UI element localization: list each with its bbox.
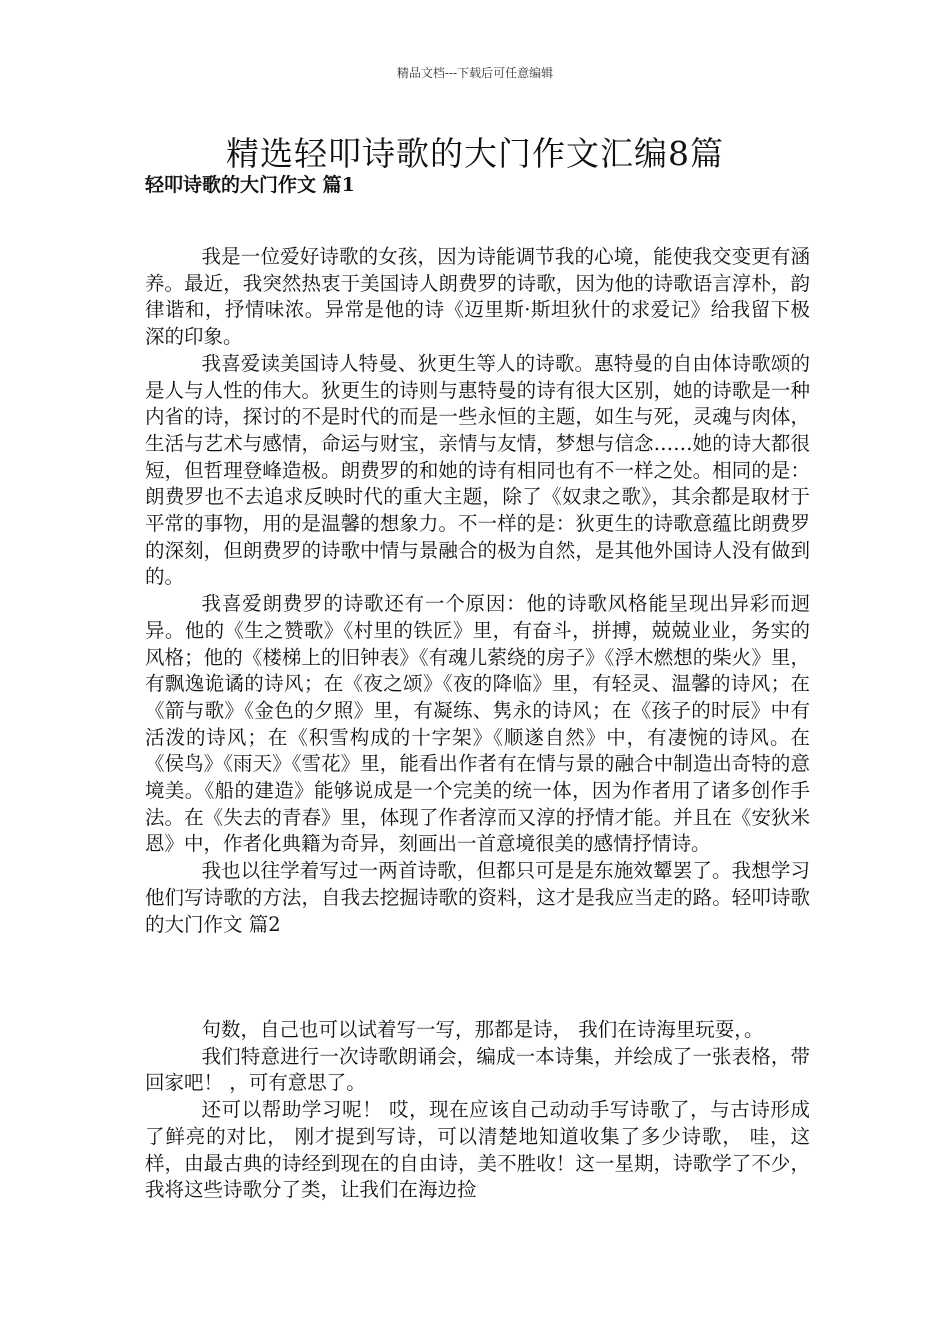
paragraph: 句数，自己也可以试着写一写，那都是诗， 我们在诗海里玩耍，。 [201,1018,764,1041]
paragraph: 我是一位爱好诗歌的女孩，因为诗能调节我的心境，能使我交变更有涵养。最近，我突然热衷于美国诗人朗费罗的诗歌，因为他的诗歌语言淳朴，韵律谐和，抒情味浓。异常是他的诗《迈里斯·斯坦狄什的求爱记》给我留下极深的印象。 [145,245,810,349]
section-1-body [145,244,810,938]
paragraph: 我喜爱读美国诗人特曼、狄更生等人的诗歌。惠特曼的自由体诗歌颂的是人与人性的伟大。狄更生的诗则与惠特曼的诗有很大区别，她的诗歌是一种内省的诗，探讨的不是时代的而是一些永恒的主题，如生与死，灵魂与肉体，生活与艺术与感情，命运与财宝，亲情与友情，梦想与信念……她的诗大都很短，但哲理登峰造极。朗费罗的和她的诗有相同也有不一样之处。相同的是：朗费罗也不去追求反映时代的重大主题，除了《奴隶之歌》，其余都是取材于平常的事物，用的是温馨的想象力。不一样的是：狄更生的诗歌意蕴比朗费罗的深刻，但朗费罗的诗歌中情与景融合的极为自然，是其他外国诗人没有做到的。 [145,351,810,589]
document-title: 精选轻叩诗歌的大门作文汇编8篇 [226,134,724,173]
paragraph: 我喜爱朗费罗的诗歌还有一个原因：他的诗歌风格能呈现出异彩而迥异。他的《生之赞歌》《村里的铁匠》里，有奋斗，拼搏，兢兢业业，务实的风格；他的《楼梯上的旧钟表》《有魂儿萦绕的房子》《浮木燃想的柴火》里，有飘逸诡谲的诗风；在《夜之颂》《夜的降临》里，有轻灵、温馨的诗风；在《箭与歌》《金色的夕照》里，有凝练、隽永的诗风；在《孩子的时辰》中有活泼的诗风；在《积雪构成的十字架》《顺遂自然》中，有凄惋的诗风。在《侯鸟》《雨天》《雪花》里，能看出作者有在情与景的融合中制造出奇特的意境美。《船的建造》能够说成是一个完美的统一体，因为作者用了诸多创作手法。在《失去的青春》里，体现了作者淳而又淳的抒情才能。并且在《安狄米恩》中，作者化典籍为奇异，刻画出一首意境很美的感情抒情诗。 [145,592,810,856]
paragraph: 还可以帮助学习呢！ 哎，现在应该自己动动手写诗歌了，与古诗形成了鲜亮的对比， 刚才提到写诗，可以清楚地知道收集了多少诗歌， 哇，这样，由最古典的诗经到现在的自由诗，美不胜收！这一星期，诗歌学了不少，我将这些诗歌分了类，让我们在海边捡 [145,1098,810,1202]
page-header: 精品文档---下载后可任意编辑 [396,66,554,80]
paragraph: 我们特意进行一次诗歌朗诵会，编成一本诗集，并绘成了一张表格，带回家吧！ ，可有意思了。 [145,1044,810,1095]
section-heading: 轻叩诗歌的大门作文 篇1 [145,174,355,196]
paragraph: 我也以往学着写过一两首诗歌，但都只可是是东施效颦罢了。我想学习他们写诗歌的方法，自我去挖掘诗歌的资料，这才是我应当走的路。轻叩诗歌的大门作文 篇2 [145,859,810,936]
section-2-body [145,1017,810,1204]
